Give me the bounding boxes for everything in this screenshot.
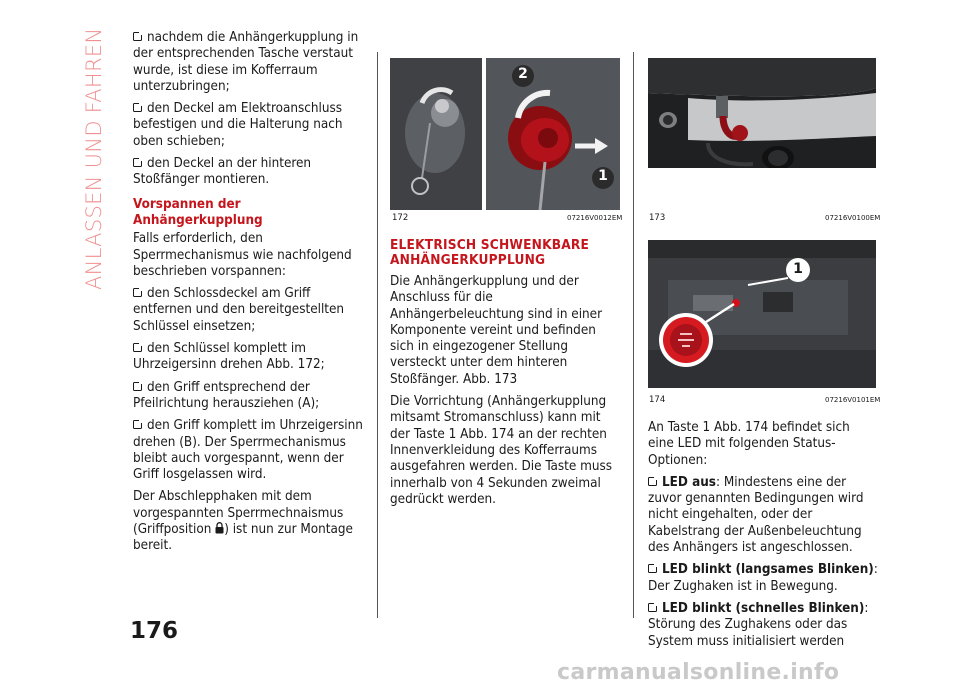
figure-number: 173 [649, 213, 666, 223]
list-item: nachdem die Anhängerkupplung in der entsprechenden Tasche verstaut wurde, ist diese im Kofferraum unterzubringen; [133, 30, 359, 94]
list-item: LED blinkt (langsames Blinken): Der Zughaken ist in Bewegung. [648, 562, 878, 594]
watermark: carmanualsonline.info [557, 660, 840, 685]
list-item: LED aus: Mindestens eine der zuvor genannten Bedingungen wird nicht eingehalten, oder der Kabelstrang der Außenbeleuchtung des Anhängers ist angeschlossen. [648, 474, 864, 556]
paragraph: Die Vorrichtung (Anhängerkupplung mitsamt Stromanschluss) kann mit der Taste 1 Abb. 174 an der rechten Innenverkleidung des Kofferraums ausgefahren werden. Die Taste muss innerhalb von 4 Sekunden zweimal gedrückt werden. [390, 394, 613, 507]
checkbox-bullet-icon [648, 477, 657, 486]
figure-code: 07216V0100EM [825, 214, 881, 222]
column-divider [377, 52, 378, 618]
checkbox-bullet-icon [648, 564, 657, 573]
list-item: den Deckel an der hinteren Stoßfänger montieren. [133, 156, 312, 188]
checkbox-bullet-icon [133, 103, 142, 112]
subheading: Vorspannen der Anhängerkupplung [133, 196, 263, 228]
checkbox-bullet-icon [648, 603, 657, 612]
section-heading: ELEKTRISCH SCHWENKBARE ANHÄNGERKUPPLUNG [390, 237, 590, 268]
column-divider [633, 52, 634, 618]
paragraph: Die Anhängerkupplung und der Anschluss für die Anhängerbeleuchtung sind in einer Komponente vereint und befinden sich in eingezogener Stellung versteckt unter dem hinteren Stoßfänger. Abb. 173 [390, 274, 603, 387]
column-1 [133, 30, 368, 561]
list-item: LED blinkt (schnelles Blinken): Störung des Zughakens oder das System muss initialisiert werden [648, 600, 869, 649]
figure-number: 174 [649, 395, 666, 405]
paragraph: Falls erforderlich, den Sperrmechanismus wie nachfolgend beschrieben vorspannen: [133, 231, 352, 279]
checkbox-bullet-icon [133, 158, 142, 167]
checkbox-bullet-icon [133, 343, 142, 352]
figure-172 [390, 58, 620, 210]
checkbox-bullet-icon [133, 288, 142, 297]
list-item: den Griff entsprechend der Pfeilrichtung herausziehen (A); [133, 379, 320, 411]
checkbox-bullet-icon [133, 32, 142, 41]
checkbox-bullet-icon [133, 382, 142, 391]
lock-icon [215, 522, 224, 534]
towbar-handle-illustration [390, 58, 620, 210]
figure-code: 07216V0101EM [825, 396, 881, 404]
callout-2: 2 [518, 66, 528, 82]
paragraph: An Taste 1 Abb. 174 befindet sich eine LED mit folgenden Status-Optionen: [648, 420, 850, 468]
list-item: den Griff komplett im Uhrzeigersinn drehen (B). Der Sperrmechanismus bleibt auch vorgespannt, wenn der Griff losgelassen wird. [133, 418, 363, 483]
list-item: den Deckel am Elektroanschluss befestigen und die Halterung nach oben schieben; [133, 101, 343, 149]
callout-1: 1 [598, 168, 608, 184]
figure-174 [648, 240, 876, 388]
list-item: den Schlossdeckel am Griff entfernen und den bereitgestellten Schlüssel einsetzen; [133, 286, 345, 334]
callout-1: 1 [793, 261, 803, 277]
section-title: ANLASSEN UND FAHREN [82, 27, 106, 290]
page-number: 176 [130, 618, 179, 644]
figure-code: 07216V0012EM [567, 214, 623, 222]
figure-number: 172 [392, 213, 409, 223]
rear-bumper-towbar-illustration [648, 58, 876, 206]
section-sidebar [78, 27, 108, 300]
column-2 [390, 238, 623, 514]
column-3 [648, 420, 878, 656]
list-item: den Schlüssel komplett im Uhrzeigersinn drehen Abb. 172; [133, 341, 325, 373]
paragraph: Der Abschlepphaken mit dem vorgespannten Sperrmechnaismus (Griffposition ) ist nun zur Montage bereit. [133, 489, 353, 554]
checkbox-bullet-icon [133, 420, 142, 429]
figure-173 [648, 58, 876, 206]
trunk-button-illustration [648, 240, 876, 388]
